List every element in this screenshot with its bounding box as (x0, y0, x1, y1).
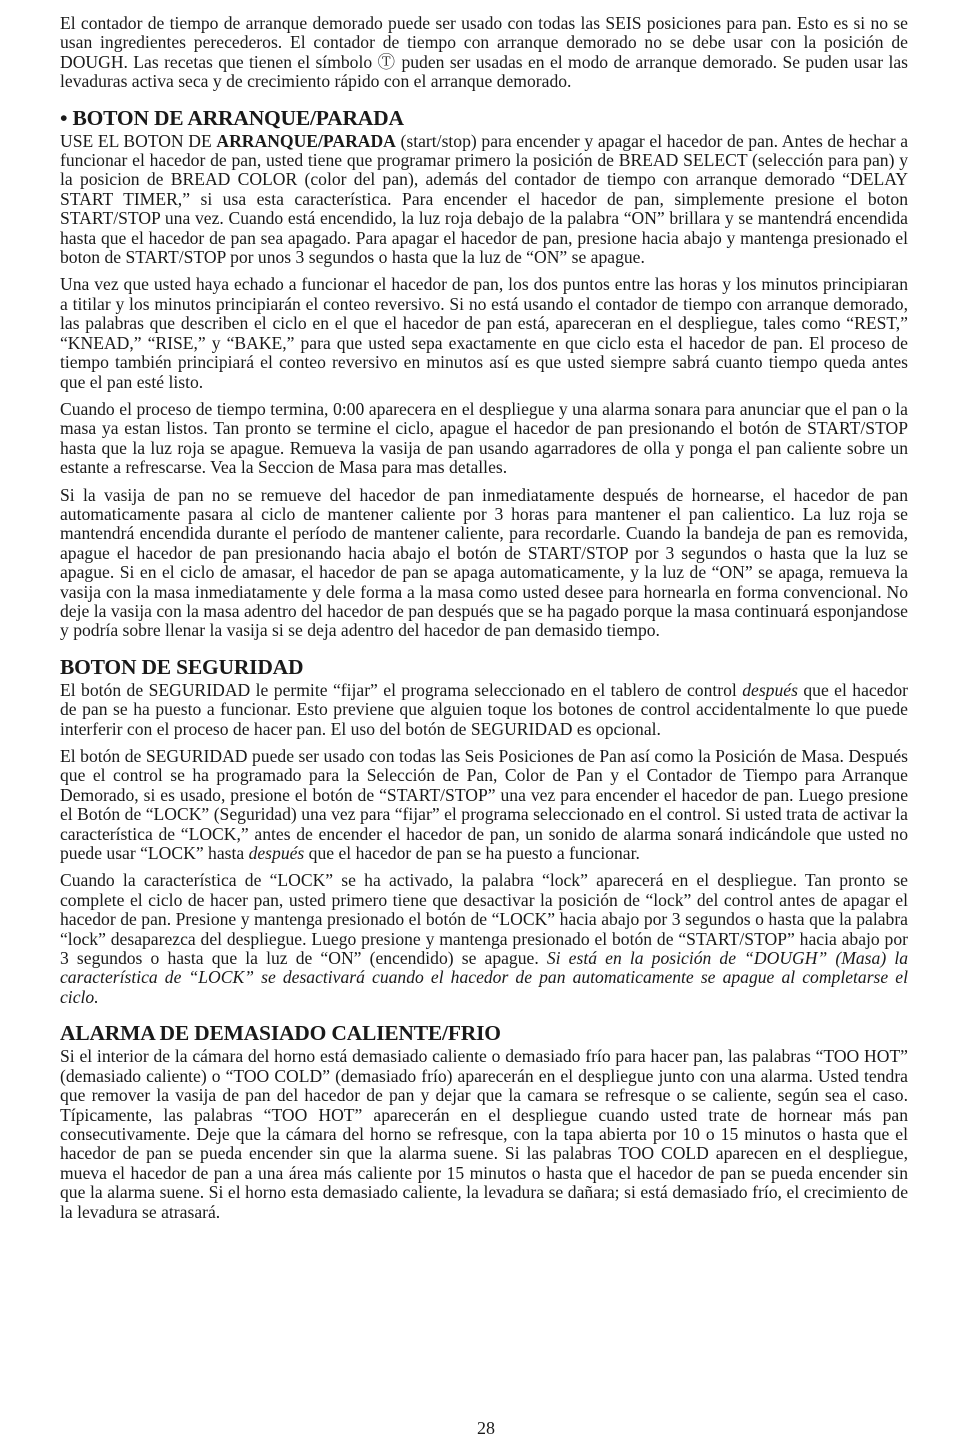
start-stop-bold-term: ARRANQUE/PARADA (216, 130, 396, 151)
security-p1-lead: El botón de SEGURIDAD le permite “fijar” el programa seleccionado en el tablero de control (60, 679, 743, 700)
hot-cold-paragraph: Si el interior de la cámara del horno está demasiado caliente o demasiado frío para hacer pan, las palabras “TOO HOT” (demasiado caliente) o “TOO COLD” (demasiado frío) aparecerán en el despliegue junto con una alarma. Usted tendra que remover la vasija de pan del hacedor de pan y dejar que la camara se refresque o se caliente, según sea el caso. Típicamente, las palabras “TOO HOT” aparecerán en el despliegue cuando usted trate de hornear más pan consecutivamente. Deje que la cámara del horno se refresque, con la tapa abierta por 10 o 15 minutos o hasta que el hacedor de pan se pueda encender sin que la alarma suene. Si las palabras TOO COLD aparecen en el despliegue, mueva el hacedor de pan a una área más caliente por 15 minutos o hasta que el hacedor de pan se pueda encender sin que la alarma suene. Si el horno esta demasiado caliente, la levadura se dañara; si está demasiado frío, el crecimiento de la levadura se atrasará. (60, 1046, 908, 1222)
security-paragraph-3 (60, 871, 908, 1007)
security-p2-emphasis: después (248, 843, 305, 864)
security-p3-emphasis: Si está en la posición de “DOUGH” (Masa) la característica de “LOCK” se desactivará cuando el hacedor de pan automaticamente se apague al completarse el ciclo. (60, 948, 908, 1007)
section-heading-security: BOTON DE SEGURIDAD (60, 654, 304, 679)
start-stop-rest: (start/stop) para encender y apagar el hacedor de pan. Antes de hechar a funcionar el hacedor de pan, usted tiene que programar primero la posición de BREAD SELECT (selección para pan) y la posicion de BREAD COLOR (color del pan), además del contador de tiempo con arranque demorado “DELAY START TIMER,” si usa esta característica. Para encender el hacedor de pan, simplemente presione el boton START/STOP una vez. Cuando está encendido, la luz roja debajo de la palabra “ON” brillara y se mantendrá encendida hasta que el hacedor de pan sea apagado. Para apagar el hacedor de pan, presione hacia abajo y mantenga presionado el boton de START/STOP por unos 3 segundos o hasta que la luz de “ON” se apague. (60, 130, 908, 268)
intro-paragraph: El contador de tiempo de arranque demorado puede ser usado con todas las SEIS posiciones para pan. Esto es si no se usan ingredientes perecederos. El contador de tiempo con arranque demorado no se debe usar con la posición de DOUGH. Las recetas que tienen el símbolo Ⓣ puden ser usadas en el modo de arranque demorado. Se puden usar las levaduras activa seca y de crecimiento rápido con el arranque demorado. (60, 13, 908, 92)
start-stop-paragraph-4: Si la vasija de pan no se remueve del hacedor de pan inmediatamente después de hornearse, el hacedor de pan automaticamente pasara al ciclo de mantener caliente por 3 horas para mantener el pan calientico. La luz roja se mantendrá encendida durante el período de mantener caliente, para recordarle. Cuando la bandeja de pan es removida, apague el hacedor de pan presionando hacia abajo el botón de START/STOP por 3 segundos o hasta que la luz se apague. Si en el ciclo de amasar, el hacedor de pan se apaga automaticamente, y la luz de “ON” se apaga, remueva la vasija con la masa inmediatamente y dele forma a la masa como usted desee para hornearla en forma convencional. No deje la vasija con la masa adentro del hacedor de pan después que se ha pagado porque la masa continuará esponjandose y podría sobre llenar la vasija si se deja adentro del hacedor de pan demasido tiempo. (60, 484, 908, 641)
start-stop-paragraph-2: Una vez que usted haya echado a funcionar el hacedor de pan, los dos puntos entre las horas y los minutos principiaran a titilar y los minutos principiarán el conteo reversivo. Si no está usando el contador de tiempo con arranque demorado, las palabras que describen el ciclo en el que el hacedor de pan está, apareceran en el despliegue, tales como “REST,” “KNEAD,” “RISE,” y “BAKE,” para que usted sepa exactamente en que ciclo esta el hacedor de pan. El proceso de tiempo también principiará el conteo reversivo en minutos así es que usted siempre sabrá cuanto tiempo queda antes que el pan esté listo. (60, 274, 908, 392)
security-p3-lead: Cuando la característica de “LOCK” se ha activado, la palabra “lock” aparecerá en el despliegue. Tan pronto se complete el ciclo de hacer pan, usted primero tiene que desactivar la posición de “lock” del control antes de apagar el hacedor de pan. Presione y mantenga presionado el botón de “LOCK” hacia abajo por 3 segundos o hasta que la palabra “lock” desaparezca del despliegue. Luego presione y mantenga presionado el botón de “START/STOP” hacia abajo por 3 segundos o hasta que la luz de “ON” (encendido) se apague. (60, 870, 908, 969)
start-stop-paragraph-3: Cuando el proceso de tiempo termina, 0:00 aparecera en el despliegue y una alarma sonara para anunciar que el pan o la masa ya estan listos. Tan pronto se termine el ciclo, apague el hacedor de pan presionando el botón de START/STOP hasta que la luz roja se apague. Remueva la vasija de pan usando agarradores de olla y ponga el pan caliente sobre un estante a refrescarse. Vea la Seccion de Masa para mas detalles. (60, 398, 908, 478)
security-p2-rest: que el hacedor de pan se ha puesto a funcionar. (304, 843, 640, 864)
page-number: 28 (477, 1418, 495, 1438)
section-heading-hot-cold-alarm: ALARMA DE DEMASIADO CALIENTE/FRIO (60, 1021, 501, 1046)
section-heading-start-stop: • BOTON DE ARRANQUE/PARADA (60, 105, 404, 130)
security-p2-lead: El botón de SEGURIDAD puede ser usado con todas las Seis Posiciones de Pan así como la Posición de Masa. Después que el control se ha programado para la Selección de Pan, Color de Pan y el Contador de Tiempo para Arranque Demorado, si es usado, presione el botón de “START/STOP” una vez para encender el hacedor de pan. Luego presione el Botón de “LOCK” (Seguridad) una vez para “fijar” el programa seleccionado en el control. Si usted trata de activar la característica de “LOCK,” antes de encender el hacedor de pan, un sonido de alarma sonará indicándole que usted no puede usar “LOCK” hasta (60, 746, 908, 864)
security-paragraph-1 (60, 681, 908, 739)
start-stop-paragraph-1 (60, 132, 908, 268)
start-stop-lead: USE EL BOTON DE (60, 130, 217, 151)
security-p1-rest: que el hacedor de pan se ha puesto a funcionar. Esto previene que alguien toque los botones de control accidentalmente lo que puede interferir con el proceso de hacer pan. El uso del botón de SEGURIDAD es opcional. (60, 679, 908, 739)
security-p1-emphasis: después (742, 679, 798, 700)
security-paragraph-2 (60, 747, 908, 863)
